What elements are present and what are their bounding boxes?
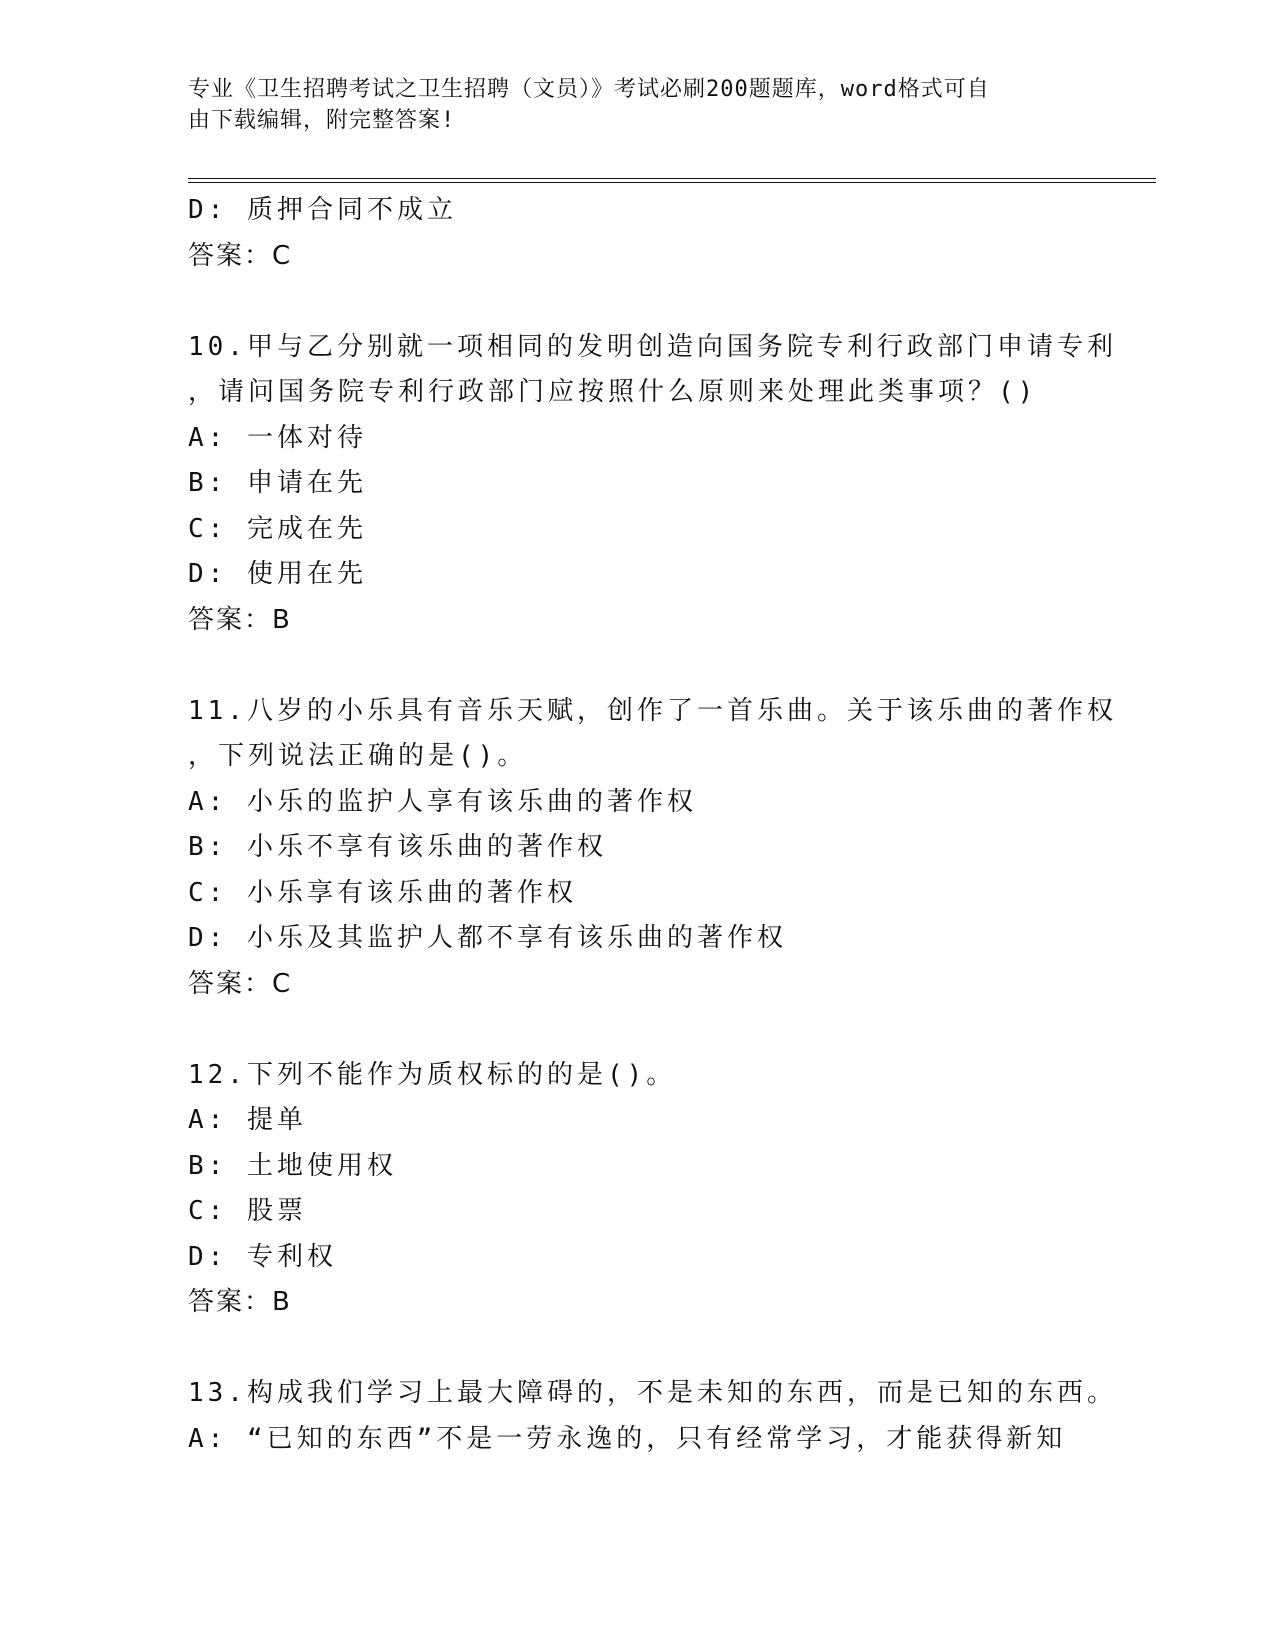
spacer (188, 1326, 1118, 1372)
option-a: A: “已知的东西”不是一劳永逸的，只有经常学习，才能获得新知 (188, 1423, 1067, 1454)
question-stem: 10.甲与乙分别就一项相同的发明创造向国务院专利行政部门申请专利 (188, 331, 1117, 362)
answer: 答案：C (188, 968, 293, 999)
option-c: C: 完成在先 (188, 513, 367, 544)
option-d: D: 小乐及其监护人都不享有该乐曲的著作权 (188, 923, 787, 953)
question-stem: 12.下列不能作为质权标的的是()。 (188, 1059, 677, 1090)
option-a: A: 一体对待 (188, 422, 367, 453)
question-stem-continued: ，下列说法正确的是()。 (188, 741, 528, 771)
option-a: A: 提单 (188, 1105, 307, 1135)
question-list (188, 188, 1118, 1462)
answer: 答案：C (188, 240, 293, 271)
question-stem: 13.构成我们学习上最大障碍的，不是未知的东西，而是已知的东西。 (188, 1378, 1117, 1408)
header-divider (188, 178, 1156, 183)
question-stem-continued: ，请问国务院专利行政部门应按照什么原则来处理此类事项？() (188, 377, 1038, 407)
question-13 (188, 1371, 1118, 1462)
option-c: C: 股票 (188, 1196, 307, 1226)
question-9 (188, 188, 1118, 279)
spacer (188, 643, 1118, 689)
question-11 (188, 689, 1118, 1008)
question-12 (188, 1053, 1118, 1326)
header-line-2: 由下载编辑，附完整答案! (188, 108, 456, 133)
spacer (188, 1007, 1118, 1053)
option-d: D: 使用在先 (188, 559, 367, 589)
option-a: A: 小乐的监护人享有该乐曲的著作权 (188, 786, 697, 817)
option-b: B: 申请在先 (188, 468, 367, 498)
option-b: B: 小乐不享有该乐曲的著作权 (188, 832, 607, 862)
option-d: D: 专利权 (188, 1241, 337, 1272)
question-stem: 11.八岁的小乐具有音乐天赋，创作了一首乐曲。关于该乐曲的著作权 (188, 695, 1117, 726)
answer: 答案：B (188, 1287, 292, 1317)
document-header (188, 74, 1068, 136)
question-10 (188, 325, 1118, 644)
answer: 答案：B (188, 604, 292, 635)
option-d: D: 质押合同不成立 (188, 195, 457, 225)
spacer (188, 279, 1118, 325)
header-line-1: 专业《卫生招聘考试之卫生招聘（文员）》考试必刷200题题库，word格式可自 (188, 77, 990, 102)
option-c: C: 小乐享有该乐曲的著作权 (188, 877, 577, 908)
option-b: B: 土地使用权 (188, 1150, 397, 1181)
